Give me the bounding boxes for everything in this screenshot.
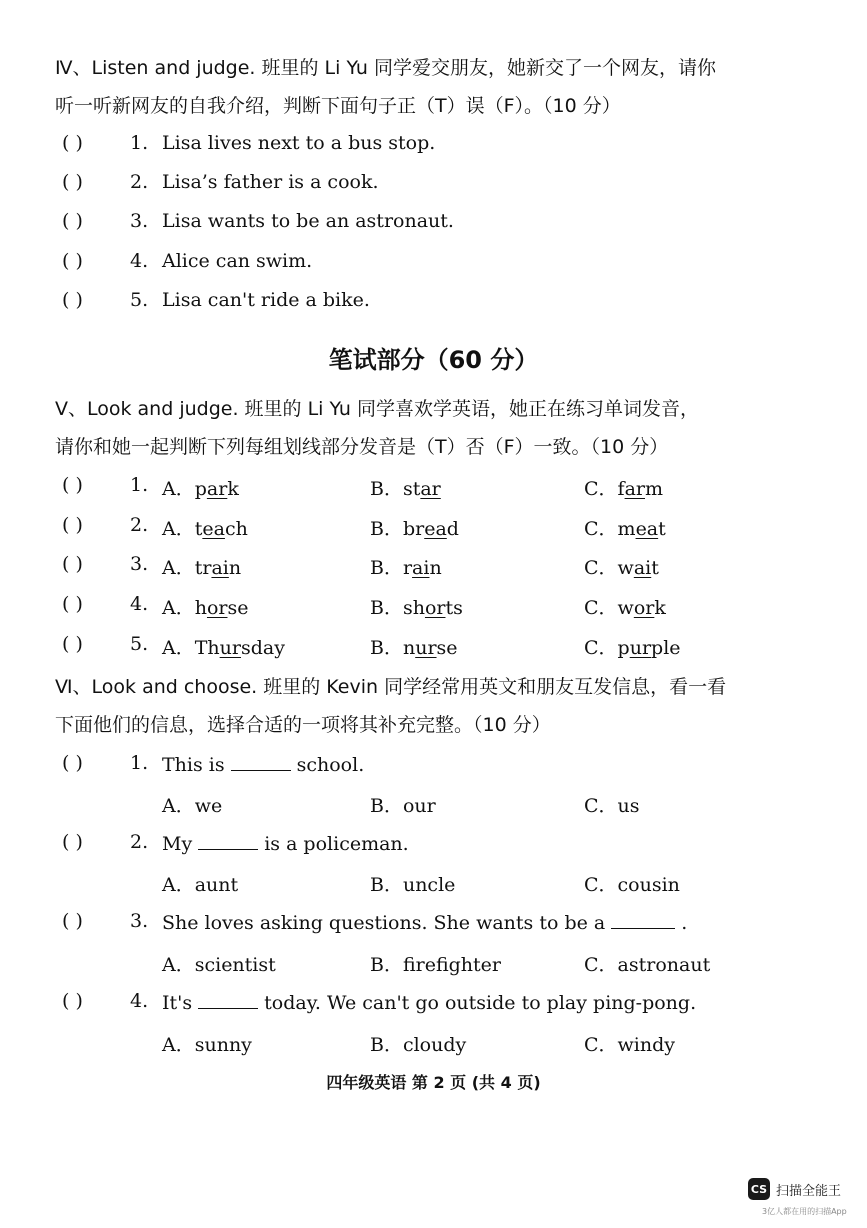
option-text: C．p bbox=[584, 637, 630, 659]
option-text: A．p bbox=[162, 478, 207, 500]
option-text: C．w bbox=[584, 557, 634, 579]
option-text: k bbox=[654, 597, 666, 619]
option-text: n bbox=[228, 557, 242, 579]
option-text: B．n bbox=[370, 637, 416, 659]
option-text: A．tr bbox=[162, 557, 212, 579]
option-text: d bbox=[446, 518, 459, 540]
option-text: m bbox=[645, 478, 664, 500]
option-b: B．cloudy bbox=[370, 1034, 467, 1056]
question-row bbox=[62, 210, 827, 238]
answer-bracket[interactable]: ( ) bbox=[62, 990, 83, 1012]
underlined-letters: ea bbox=[202, 518, 225, 540]
question-text-before: This is bbox=[162, 754, 225, 776]
question-text-after: is a policeman. bbox=[264, 833, 409, 855]
fill-in-blank[interactable] bbox=[198, 990, 258, 1009]
question-text: Lisa can't ride a bike. bbox=[162, 289, 370, 311]
question-text: Alice can swim. bbox=[162, 250, 313, 272]
question-row bbox=[62, 250, 827, 278]
option-a bbox=[162, 514, 248, 541]
question-text-after: today. We can't go outside to play ping-pong. bbox=[264, 992, 697, 1014]
written-part-heading: 笔试部分（60 分） bbox=[328, 346, 539, 374]
option-c: C．windy bbox=[584, 1034, 676, 1056]
option-b: B．uncle bbox=[370, 874, 456, 896]
question-number: 4. bbox=[130, 593, 149, 615]
question-row bbox=[62, 289, 827, 317]
option-a: A．aunt bbox=[162, 874, 239, 896]
option-b bbox=[370, 553, 442, 580]
choice-question-row bbox=[62, 831, 827, 859]
answer-bracket[interactable]: ( ) bbox=[62, 633, 83, 655]
underlined-letters: ea bbox=[424, 518, 447, 540]
option-a: A．we bbox=[162, 795, 223, 817]
answer-bracket[interactable]: ( ) bbox=[62, 553, 83, 575]
phonics-question-row bbox=[62, 593, 827, 621]
choice-question-row bbox=[62, 752, 827, 780]
underlined-letters: or bbox=[633, 597, 655, 619]
option-text: C．w bbox=[584, 597, 634, 619]
option-c: C．cousin bbox=[584, 874, 680, 896]
option-b bbox=[370, 474, 441, 501]
question-text: Lisa lives next to a bus stop. bbox=[162, 132, 436, 154]
option-text: se bbox=[227, 597, 249, 619]
option-text: C．f bbox=[584, 478, 625, 500]
underlined-letters: ar bbox=[624, 478, 645, 500]
option-text: ch bbox=[224, 518, 248, 540]
option-a bbox=[162, 633, 285, 660]
question-number: 5. bbox=[130, 633, 149, 655]
phonics-question-row bbox=[62, 474, 827, 502]
underlined-letters: or bbox=[424, 597, 446, 619]
question-text-before: She loves asking questions. She wants to be a bbox=[162, 912, 606, 934]
option-text: ple bbox=[651, 637, 681, 659]
section-5-instruction-line1: Ⅴ、Look and judge. 班里的 Li Yu 同学喜欢学英语，她正在练习单词发音， bbox=[55, 398, 699, 420]
option-text: B．sh bbox=[370, 597, 425, 619]
camscanner-logo-icon: CS bbox=[748, 1178, 770, 1200]
option-a: A．sunny bbox=[162, 1034, 252, 1056]
option-b bbox=[370, 514, 459, 541]
question-number: 1. bbox=[130, 752, 149, 774]
option-b: B．our bbox=[370, 795, 436, 817]
section-6-instruction-line2: 下面他们的信息，选择合适的一项将其补充完整。（10 分） bbox=[55, 714, 551, 736]
underlined-letters: ur bbox=[219, 637, 241, 659]
underlined-letters: ai bbox=[211, 557, 229, 579]
option-text: se bbox=[436, 637, 458, 659]
question-number: 5. bbox=[130, 289, 149, 311]
question-number: 4. bbox=[130, 250, 149, 272]
page-footer: 四年级英语 第 2 页 (共 4 页) bbox=[326, 1073, 541, 1092]
question-number: 4. bbox=[130, 990, 149, 1012]
options-row bbox=[62, 1030, 827, 1058]
option-b bbox=[370, 593, 463, 620]
question-number: 2. bbox=[130, 831, 149, 853]
watermark-subtext: 3亿人都在用的扫描App bbox=[762, 1207, 847, 1216]
choice-question-row bbox=[62, 990, 827, 1018]
option-text: A．Th bbox=[162, 637, 220, 659]
answer-bracket[interactable]: ( ) bbox=[62, 171, 83, 193]
option-text: A．h bbox=[162, 597, 207, 619]
question-text bbox=[162, 910, 687, 934]
underlined-letters: ur bbox=[629, 637, 652, 659]
question-number: 3. bbox=[130, 210, 149, 232]
option-text: B．br bbox=[370, 518, 425, 540]
question-number: 2. bbox=[130, 514, 149, 536]
answer-bracket[interactable]: ( ) bbox=[62, 289, 83, 311]
question-number: 3. bbox=[130, 910, 149, 932]
underlined-letters: ai bbox=[633, 557, 652, 579]
question-text-after: . bbox=[681, 912, 688, 934]
fill-in-blank[interactable] bbox=[198, 831, 258, 850]
question-number: 3. bbox=[130, 553, 149, 575]
option-c bbox=[584, 514, 666, 541]
underlined-letters: ar bbox=[420, 478, 441, 500]
fill-in-blank[interactable] bbox=[611, 910, 675, 929]
option-text: sday bbox=[240, 637, 285, 659]
option-text: n bbox=[429, 557, 442, 579]
scanner-watermark bbox=[748, 1178, 841, 1200]
option-b: B．firefighter bbox=[370, 954, 501, 976]
fill-in-blank[interactable] bbox=[231, 752, 291, 771]
option-a bbox=[162, 553, 241, 580]
option-text: B．st bbox=[370, 478, 421, 500]
options-row bbox=[62, 791, 827, 819]
options-row bbox=[62, 950, 827, 978]
question-text bbox=[162, 831, 409, 855]
watermark-text: 扫描全能王 bbox=[776, 1183, 842, 1199]
option-text: C．m bbox=[584, 518, 636, 540]
answer-bracket[interactable]: ( ) bbox=[62, 250, 83, 272]
answer-bracket[interactable]: ( ) bbox=[62, 514, 83, 536]
underlined-letters: ea bbox=[635, 518, 659, 540]
underlined-letters: ar bbox=[206, 478, 228, 500]
option-c bbox=[584, 553, 659, 580]
section-4-instruction-line2: 听一听新网友的自我介绍，判断下面句子正（T）误（F）。（10 分） bbox=[55, 95, 621, 117]
option-b bbox=[370, 633, 458, 660]
question-text-before: My bbox=[162, 833, 193, 855]
question-text: Lisa wants to be an astronaut. bbox=[162, 210, 454, 232]
answer-bracket[interactable]: ( ) bbox=[62, 210, 83, 232]
underlined-letters: ur bbox=[415, 637, 437, 659]
underlined-letters: or bbox=[206, 597, 228, 619]
option-text: t bbox=[658, 518, 666, 540]
question-row bbox=[62, 171, 827, 199]
option-c bbox=[584, 633, 681, 660]
question-number: 1. bbox=[130, 132, 149, 154]
phonics-question-row bbox=[62, 514, 827, 542]
question-number: 1. bbox=[130, 474, 149, 496]
option-c bbox=[584, 474, 663, 501]
option-a: A．scientist bbox=[162, 954, 276, 976]
answer-bracket[interactable]: ( ) bbox=[62, 474, 83, 496]
option-c: C．astronaut bbox=[584, 954, 711, 976]
section-5-instruction-line2: 请你和她一起判断下列每组划线部分发音是（T）否（F）一致。（10 分） bbox=[55, 436, 669, 458]
answer-bracket[interactable]: ( ) bbox=[62, 593, 83, 615]
question-text bbox=[162, 990, 696, 1014]
answer-bracket[interactable]: ( ) bbox=[62, 132, 83, 154]
answer-bracket[interactable]: ( ) bbox=[62, 910, 83, 932]
option-text: k bbox=[227, 478, 239, 500]
question-text-after: school. bbox=[296, 754, 365, 776]
answer-bracket[interactable]: ( ) bbox=[62, 752, 83, 774]
option-text: t bbox=[651, 557, 659, 579]
underlined-letters: ai bbox=[412, 557, 430, 579]
option-a bbox=[162, 474, 239, 501]
section-4-instruction-line1: Ⅳ、Listen and judge. 班里的 Li Yu 同学爱交朋友，她新交了一个网友，请你 bbox=[55, 57, 716, 79]
option-c bbox=[584, 593, 666, 620]
section-6-instruction-line1: Ⅵ、Look and choose. 班里的 Kevin 同学经常用英文和朋友互发信息，看一看 bbox=[55, 676, 727, 698]
question-number: 2. bbox=[130, 171, 149, 193]
option-text: B．r bbox=[370, 557, 413, 579]
question-row bbox=[62, 132, 827, 160]
option-text: A．t bbox=[162, 518, 203, 540]
option-text: ts bbox=[445, 597, 463, 619]
option-a bbox=[162, 593, 249, 620]
phonics-question-row bbox=[62, 553, 827, 581]
question-text: Lisa’s father is a cook. bbox=[162, 171, 379, 193]
choice-question-row bbox=[62, 910, 827, 938]
question-text bbox=[162, 752, 364, 776]
answer-bracket[interactable]: ( ) bbox=[62, 831, 83, 853]
question-text-before: It's bbox=[162, 992, 193, 1014]
phonics-question-row bbox=[62, 633, 827, 661]
option-c: C．us bbox=[584, 795, 640, 817]
options-row bbox=[62, 870, 827, 898]
